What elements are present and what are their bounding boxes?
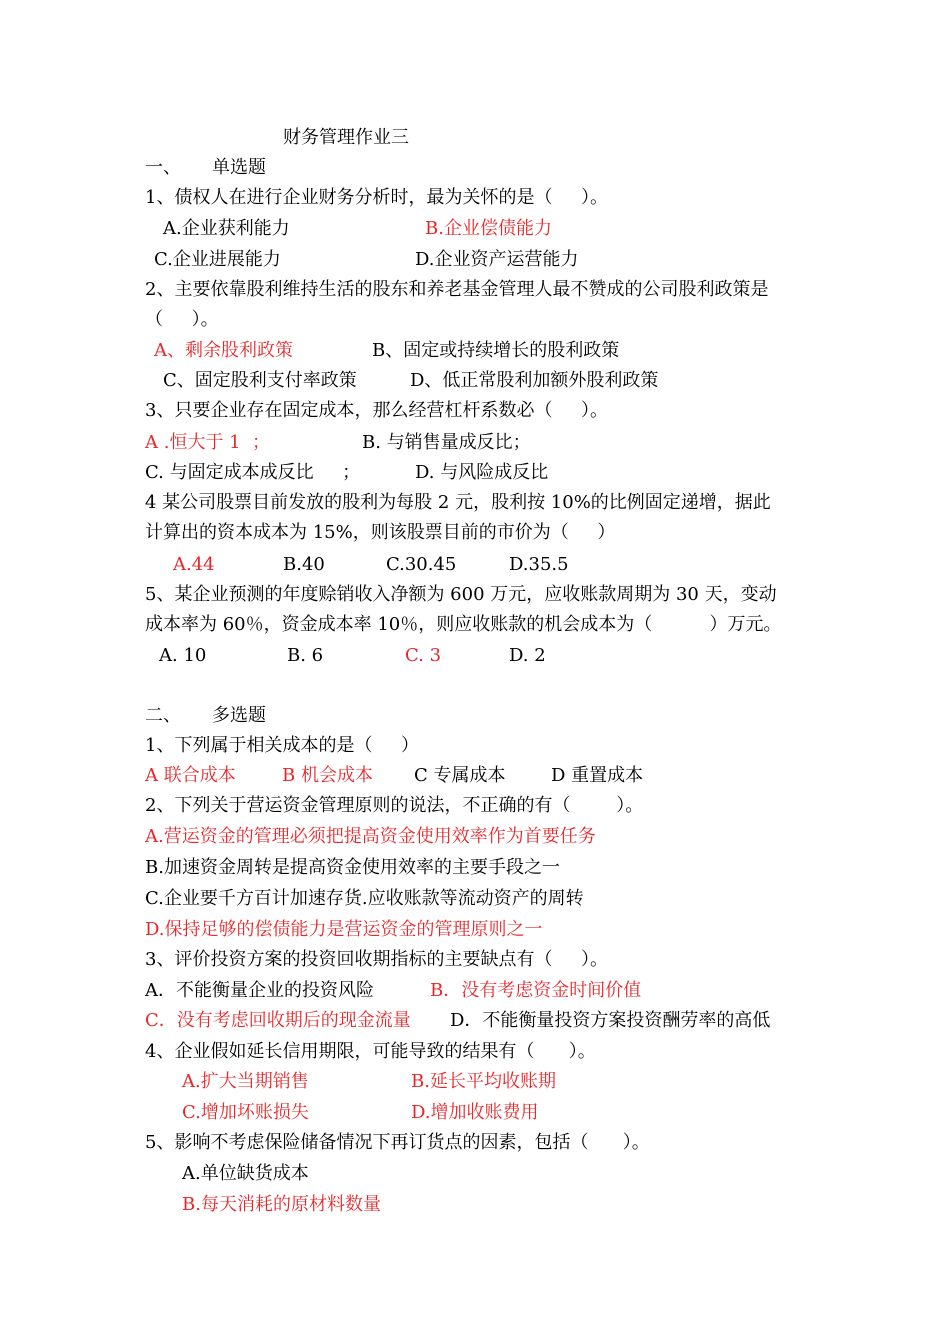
question-stem: 4、企业假如延长信用期限，可能导致的结果有（ ）。 (145, 1041, 596, 1062)
section-number: 二、 (145, 705, 181, 726)
option-b-answer: B．没有考虑资金时间价值 (430, 980, 642, 1001)
option-d: D. 2 (509, 645, 546, 666)
option-d: D.企业资产运营能力 (415, 249, 579, 270)
question-stem-cont: 成本率为 60％，资金成本率 10％，则应收账款的机会成本为（ ）万元。 (145, 614, 782, 635)
option-b-answer: B 机会成本 (282, 765, 373, 786)
question-stem: 2、下列关于营运资金管理原则的说法，不正确的有（ ）。 (145, 795, 644, 816)
option-a: A. 10 (159, 645, 207, 666)
option-d: D 重置成本 (551, 765, 644, 786)
option-a-answer: A .恒大于 1 ； (145, 432, 271, 453)
question-stem: 4 某公司股票目前发放的股利为每股 2 元，股利按 10%的比例固定递增，据此 (145, 492, 771, 513)
option-a: A.单位缺货成本 (182, 1163, 309, 1184)
option-c: C.30.45 (386, 554, 457, 575)
option-c: C、固定股利支付率政策 (163, 370, 357, 391)
option-c-answer: C.增加坏账损失 (182, 1102, 309, 1123)
option-d: D. 与风险成反比 (415, 462, 549, 483)
option-d-answer: D.增加收账费用 (411, 1102, 539, 1123)
option-b: B. 与销售量成反比； (362, 432, 531, 453)
question-stem: 1、债权人在进行企业财务分析时，最为关怀的是（ ）。 (145, 187, 609, 208)
option-b-answer: B.延长平均收账期 (411, 1071, 556, 1092)
section-number: 一、 (145, 157, 181, 178)
section-heading: 单选题 (212, 157, 266, 178)
option-b: B.加速资金周转是提高资金使用效率的主要手段之一 (145, 857, 560, 878)
option-b-answer: B.企业偿债能力 (425, 218, 552, 239)
option-a-answer: A 联合成本 (145, 765, 236, 786)
option-c-answer: C. 3 (405, 645, 442, 666)
question-stem: 1、下列属于相关成本的是（ ） (145, 735, 420, 756)
option-a-answer: A.营运资金的管理必须把提高资金使用效率作为首要任务 (145, 826, 596, 847)
question-stem: 5、某企业预测的年度赊销收入净额为 600 万元，应收账款周期为 30 天，变动 (145, 584, 777, 605)
option-a-answer: A、剩余股利政策 (154, 340, 293, 361)
question-stem: 5、影响不考虑保险储备情况下再订货点的因素，包括（ ）。 (145, 1132, 650, 1153)
question-stem: 3、评价投资方案的投资回收期指标的主要缺点有（ ）。 (145, 949, 609, 970)
option-c: C. 与固定成本成反比 ； (145, 462, 361, 483)
question-stem: 2、主要依靠股利维持生活的股东和养老基金管理人最不赞成的公司股利政策是 (145, 279, 769, 300)
question-stem: 3、只要企业存在固定成本，那么经营杠杆系数必（ ）。 (145, 400, 609, 421)
option-c: C.企业要千方百计加速存货.应收账款等流动资产的周转 (145, 888, 584, 909)
option-d: D、低正常股利加额外股利政策 (410, 370, 659, 391)
section-heading: 多选题 (212, 705, 266, 726)
option-b: B. 6 (287, 645, 324, 666)
page-title: 财务管理作业三 (283, 127, 409, 148)
option-d: D．不能衡量投资方案投资酬劳率的高低 (450, 1010, 771, 1031)
option-a: A．不能衡量企业的投资风险 (145, 980, 374, 1001)
option-b-answer: B.每天消耗的原材料数量 (182, 1194, 381, 1215)
option-a-answer: A.44 (173, 554, 215, 575)
option-c: C.企业进展能力 (154, 249, 281, 270)
option-d-answer: D.保持足够的偿债能力是营运资金的管理原则之一 (145, 919, 543, 940)
option-b: B.40 (283, 554, 325, 575)
option-a-answer: A.扩大当期销售 (182, 1071, 309, 1092)
option-c: C 专属成本 (414, 765, 506, 786)
question-stem-cont: （ ）。 (145, 309, 219, 330)
option-d: D.35.5 (509, 554, 569, 575)
option-a: A.企业获利能力 (163, 218, 290, 239)
option-c-answer: C．没有考虑回收期后的现金流量 (145, 1010, 411, 1031)
question-stem-cont: 计算出的资本成本为 15%，则该股票目前的市价为（ ） (145, 522, 616, 543)
option-b: B、固定或持续增长的股利政策 (372, 340, 620, 361)
